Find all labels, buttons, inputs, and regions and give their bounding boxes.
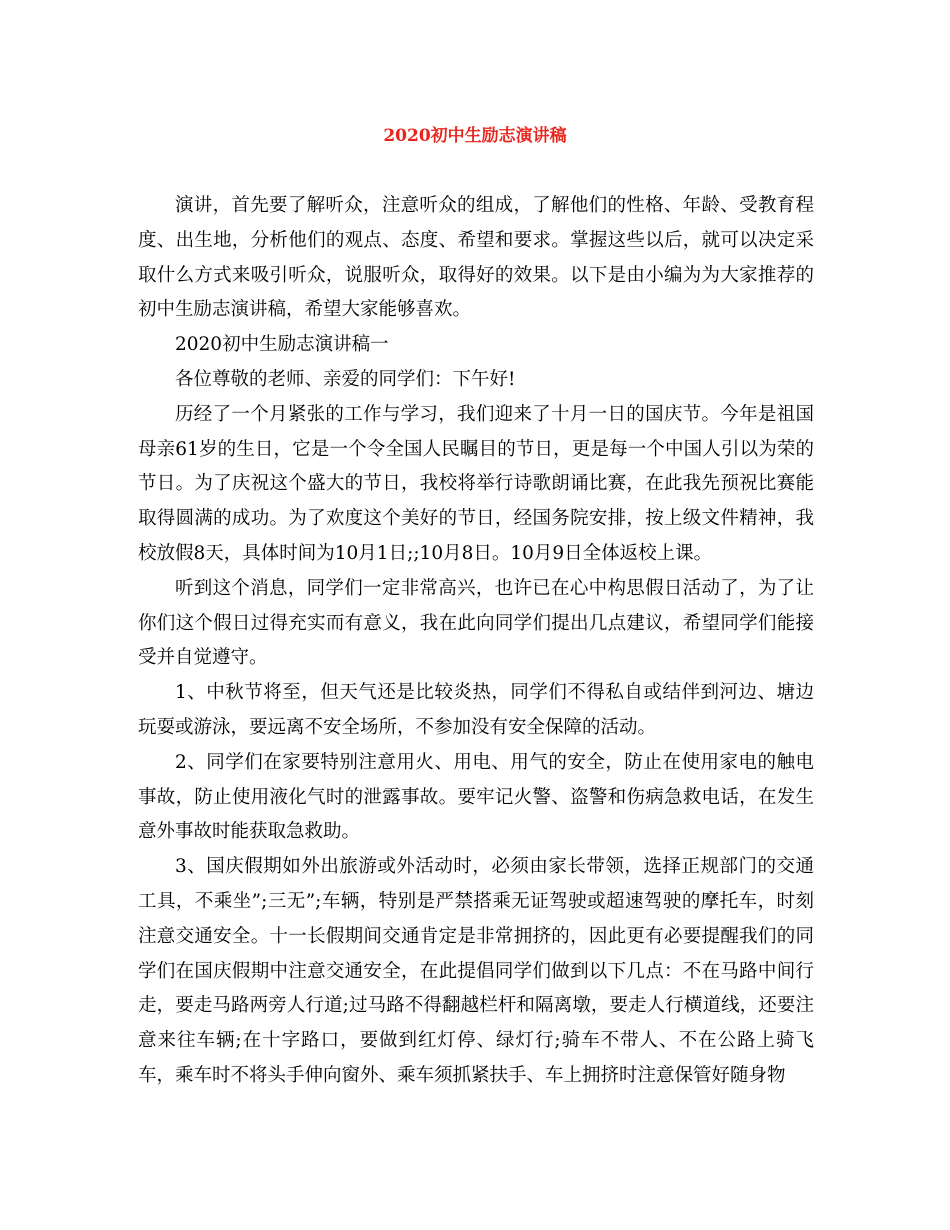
paragraph-suggestion-3: 3、国庆假期如外出旅游或外活动时，必须由家长带领，选择正规部门的交通工具，不乘坐”;三无”;车辆，特别是严禁搭乘无证驾驶或超速驾驶的摩托车，时刻注意交通安全。十一长假期间交通肯定是非常拥挤的，因此更有必要提醒我们的同学们在国庆假期中注意交通安全，在此提倡同学们做到以下几点：不在马路中间行走，要走马路两旁人行道;过马路不得翻越栏杆和隔离墩，要走人行横道线，还要注意来往车辆;在十字路口，要做到红灯停、绿灯行;骑车不带人、不在公路上骑飞车，乘车时不将头手伸向窗外、乘车须抓紧扶手、车上拥挤时注意保管好随身物 <box>138 856 814 1086</box>
paragraph-intro: 演讲，首先要了解听众，注意听众的组成，了解他们的性格、年龄、受教育程度、出生地，分析他们的观点、态度、希望和要求。掌握这些以后，就可以决定采取什么方式来吸引听众，说服听众，取得好的效果。以下是由小编为为大家推荐的初中生励志演讲稿，希望大家能够喜欢。 <box>138 195 814 321</box>
paragraph-speech-heading: 2020初中生励志演讲稿一 <box>175 334 389 356</box>
paragraph-suggestion-2: 2、同学们在家要特别注意用火、用电、用气的安全，防止在使用家电的触电事故，防止使用液化气时的泄露事故。要牢记火警、盗警和伤病急救电话，在发生意外事故时能获取急救助。 <box>138 751 814 843</box>
paragraph-greeting: 各位尊敬的老师、亲爱的同学们：下午好! <box>175 368 516 390</box>
document-title: 2020初中生励志演讲稿 <box>383 126 567 146</box>
paragraph-suggestion-1: 1、中秋节将至，但天气还是比较炎热，同学们不得私自或结伴到河边、塘边玩耍或游泳，要远离不安全场所，不参加没有安全保障的活动。 <box>138 682 814 738</box>
paragraph-suggestions-intro: 听到这个消息，同学们一定非常高兴，也许已在心中构思假日活动了，为了让你们这个假日过得充实而有意义，我在此向同学们提出几点建议，希望同学们能接受并自觉遵守。 <box>138 577 814 669</box>
paragraph-national-day: 历经了一个月紧张的工作与学习，我们迎来了十月一日的国庆节。今年是祖国母亲61岁的生日，它是一个令全国人民瞩目的节日，更是每一个中国人引以为荣的节日。为了庆祝这个盛大的节日，我校将举行诗歌朗诵比赛，在此我先预祝比赛能取得圆满的成功。为了欢度这个美好的节日，经国务院安排，按上级文件精神，我校放假8天，具体时间为10月1日;;10月8日。10月9日全体返校上课。 <box>138 403 814 564</box>
document-body <box>138 189 814 1094</box>
